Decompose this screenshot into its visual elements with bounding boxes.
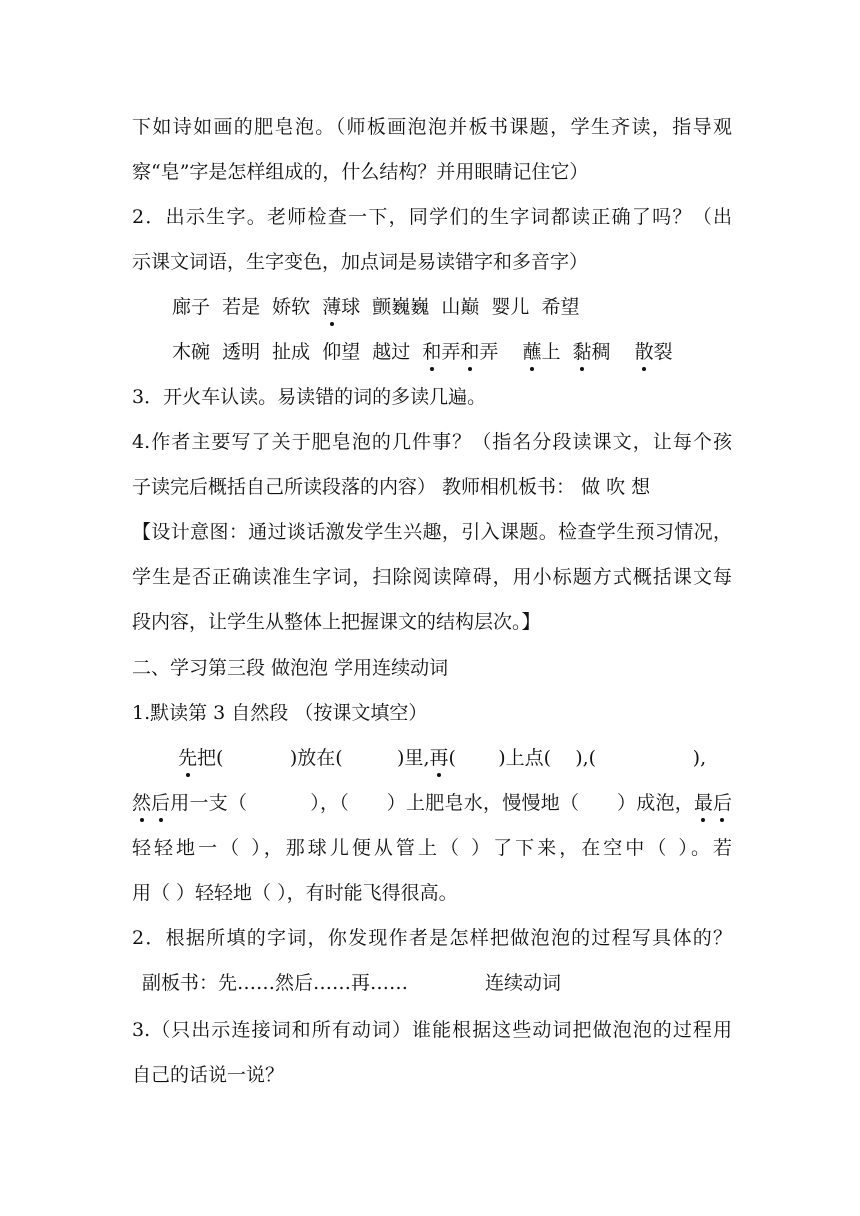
fill-blank-line-2: 然后用一支（ ），（ ）上肥皂水，慢慢地（ ）成泡，最后: [132, 792, 732, 814]
design-intent-line-1: 【设计意图：通过谈话激发学生兴趣，引入课题。检查学生预习情况，: [132, 521, 732, 543]
vocab-word: 透明: [222, 341, 261, 363]
fill-blank-line-3: 轻轻地一（ ），那球儿便从管上（ ）了下来，在空中（ ）。若: [132, 837, 732, 859]
vocab-word: 颤巍巍: [372, 296, 430, 318]
vocab-word: 蘸上: [522, 341, 561, 363]
vocab-word: 希望: [541, 296, 580, 318]
vocab-word: 仰望: [322, 341, 361, 363]
section-heading-2: 二、学习第三段 做泡泡 学用连续动词: [132, 657, 449, 679]
vocab-word: 山巅: [441, 296, 480, 318]
vocab-word: 扯成: [272, 341, 311, 363]
vocab-word: 廊子: [172, 296, 211, 318]
step-4-line-1: 4.作者主要写了关于肥皂泡的几件事？（指名分段读课文，让每个孩: [132, 431, 732, 453]
question-3-line-2: 自己的话说一说？: [132, 1064, 285, 1086]
fill-blank-line-1: 先把( )放在( )里,再( )上点( ),( ),: [178, 747, 707, 769]
side-board-text: 副板书：先……然后……再……: [142, 972, 409, 994]
design-intent-line-2: 学生是否正确读准生字词，扫除阅读障碍，用小标题方式概括课文每: [132, 566, 732, 588]
step-3-text: 3．开火车认读。易读错的词的多读几遍。: [132, 386, 487, 408]
vocab-word: 和弄和弄: [422, 341, 499, 363]
vocab-word: 娇软: [272, 296, 311, 318]
vocabulary-row-1: [172, 295, 612, 319]
vocab-word: 越过: [372, 341, 411, 363]
vocab-word: 若是: [222, 296, 261, 318]
vocab-word: 薄球: [322, 296, 361, 318]
vocab-word: 散裂: [634, 341, 673, 363]
question-3-line-1: 3.（只出示连接词和所有动词）谁能根据这些动词把做泡泡的过程用: [132, 1019, 732, 1041]
step-2-line-1: 2．出示生字。老师检查一下，同学们的生字词都读正确了吗？（出: [132, 206, 732, 228]
paragraph-intro-line-2: 察“皂”字是怎样组成的，什么结构？并用眼睛记住它）: [132, 161, 589, 183]
vocab-word: 木碗: [172, 341, 211, 363]
step-4-line-2: 子读完后概括自己所读段落的内容） 教师相机板书： 做 吹 想: [132, 476, 651, 498]
vocabulary-row-2: [172, 340, 692, 364]
step-2-line-2: 示课文词语，生字变色，加点词是易读错字和多音字）: [132, 251, 589, 273]
question-1: 1.默读第 3 自然段 （按课文填空）: [132, 702, 428, 724]
vocab-word: 婴儿: [491, 296, 530, 318]
vocab-word-dotted: 薄: [322, 296, 342, 318]
question-2: 2．根据所填的字词，你发现作者是怎样把做泡泡的过程写具体的？: [132, 927, 732, 949]
paragraph-intro-line-1: 下如诗如画的肥皂泡。（师板画泡泡并板书课题，学生齐读，指导观: [132, 116, 732, 138]
side-board-label: 连续动词: [485, 972, 562, 994]
design-intent-line-3: 段内容，让学生从整体上把握课文的结构层次。】: [132, 611, 541, 633]
fill-blank-line-4: 用（ ）轻轻地（ ），有时能飞得很高。: [132, 882, 458, 904]
vocab-word: 黏稠: [572, 341, 611, 363]
